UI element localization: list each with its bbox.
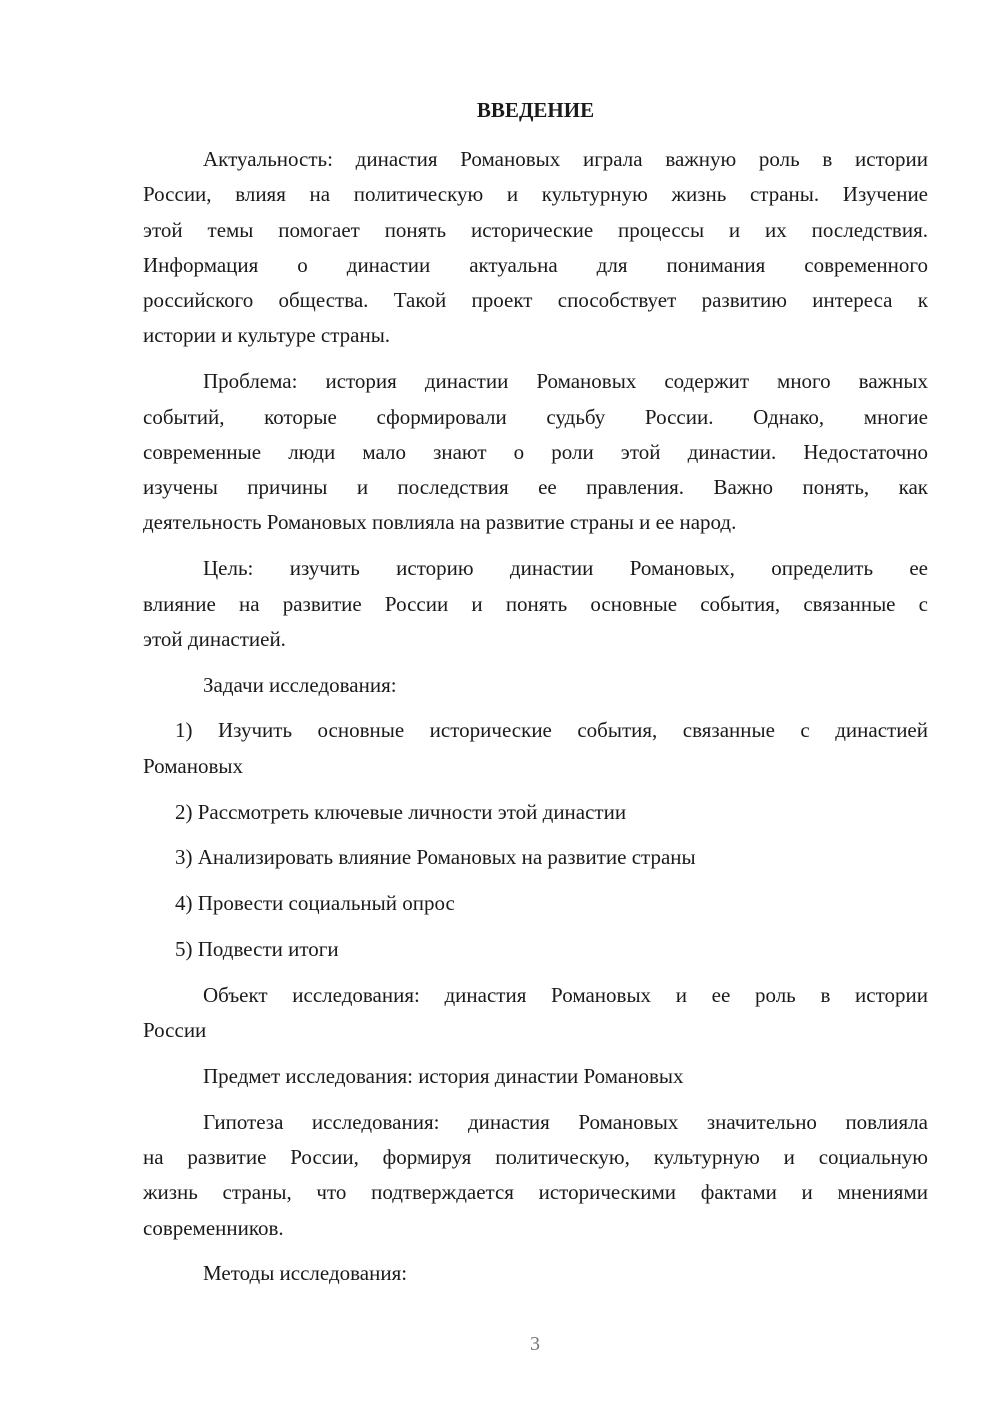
text-line: 5) Подвести итоги (175, 936, 339, 961)
paragraph (143, 668, 928, 703)
list-item (143, 795, 928, 830)
text-line: России, влияя на политическую и культурную жизнь страны. Изучение (143, 182, 928, 207)
text-line: российского общества. Такой проект способствует развитию интереса к (143, 288, 928, 313)
text-line: Проблема: история династии Романовых содержит много важных (203, 369, 928, 394)
paragraph (143, 551, 928, 657)
document-body (143, 142, 928, 1292)
text-line: Задачи исследования: (203, 672, 397, 697)
text-line: этой династией. (143, 626, 286, 651)
text-line: деятельность Романовых повлияла на развитие страны и ее народ. (143, 510, 737, 535)
text-line: Информация о династии актуальна для понимания современного (143, 252, 928, 277)
text-line: современные люди мало знают о роли этой династии. Недостаточно (143, 439, 928, 464)
list-item (143, 713, 928, 784)
list-item (143, 932, 928, 967)
text-line: современников. (143, 1215, 284, 1240)
text-line: Романовых (143, 753, 243, 778)
paragraph (143, 1105, 928, 1246)
text-line: этой темы помогает понять исторические процессы и их последствия. (143, 217, 928, 242)
text-line: изучены причины и последствия ее правления. Важно понять, как (143, 475, 928, 500)
text-line: жизнь страны, что подтверждается историческими фактами и мнениями (143, 1180, 928, 1205)
text-line: Цель: изучить историю династии Романовых, определить ее (203, 556, 928, 581)
text-line: 4) Провести социальный опрос (175, 891, 455, 916)
paragraph (143, 364, 928, 540)
paragraph (143, 978, 928, 1049)
text-line: Объект исследования: династия Романовых и ее роль в истории (203, 982, 928, 1007)
paragraph (143, 1059, 928, 1094)
list-item (143, 886, 928, 921)
text-line: событий, которые сформировали судьбу России. Однако, многие (143, 404, 928, 429)
paragraph (143, 142, 928, 354)
text-line: 1) Изучить основные исторические события, связанные с династией (175, 718, 928, 743)
text-line: Методы исследования: (203, 1261, 408, 1286)
text-line: влияние на развитие России и понять основные события, связанные с (143, 591, 928, 616)
text-line: на развитие России, формируя политическую, культурную и социальную (143, 1144, 928, 1169)
paragraph (143, 1256, 928, 1291)
text-line: истории и культуре страны. (143, 323, 391, 348)
text-line: 2) Рассмотреть ключевые личности этой династии (175, 799, 627, 824)
text-line: России (143, 1018, 207, 1043)
text-line: Предмет исследования: история династии Романовых (203, 1063, 684, 1088)
text-line: 3) Анализировать влияние Романовых на развитие страны (175, 845, 696, 870)
page-number: 3 (530, 1333, 540, 1355)
section-title: ВВЕДЕНИЕ (476, 98, 595, 122)
text-line: Актуальность: династия Романовых играла важную роль в истории (203, 147, 928, 171)
text-line: Гипотеза исследования: династия Романовых значительно повлияла (203, 1109, 928, 1134)
list-item (143, 840, 928, 875)
document-page (143, 93, 928, 1302)
